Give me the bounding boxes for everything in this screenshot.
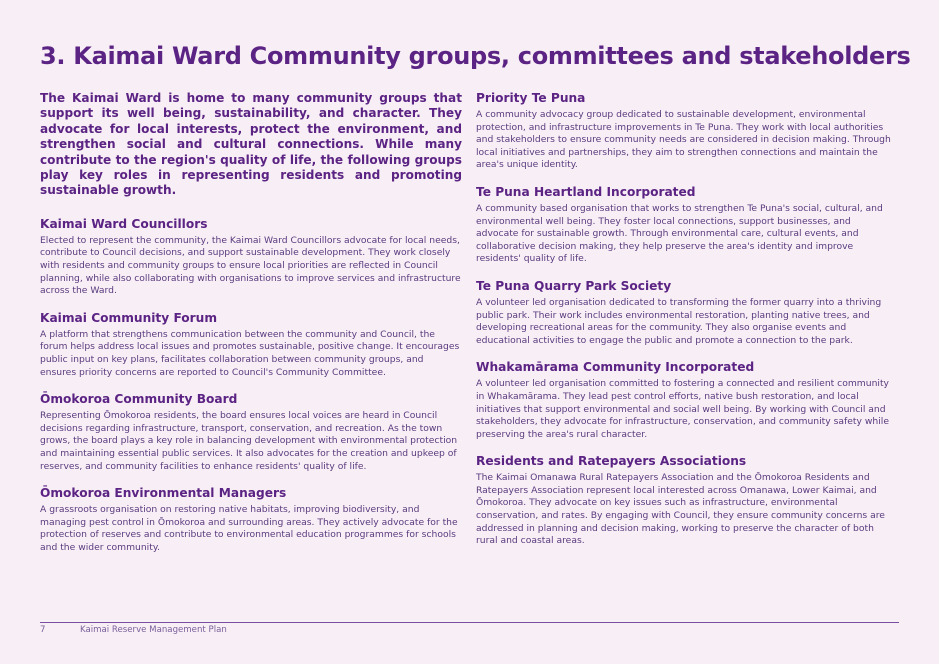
section-body: A volunteer led organisation dedicated to transforming the former quarry into a thriving public park. Their work includes environmental restoration, planting native trees, and developing recreational areas for the community. They also organise events and educational activities to engage the public and promote a connection to the park. [476, 296, 882, 346]
left-column [40, 91, 462, 568]
footer-divider [40, 622, 899, 623]
section-residents-ratepayers [476, 454, 896, 548]
page-title: 3. Kaimai Ward Community groups, committees and stakeholders [40, 42, 911, 70]
section-heading: Ōmokoroa Environmental Managers [40, 486, 287, 501]
section-heading: Kaimai Community Forum [40, 310, 218, 325]
section-heading: Priority Te Puna [476, 91, 586, 105]
section-body: The Kaimai Omanawa Rural Ratepayers Association and the Ōmokoroa Residents and Ratepayers Association represent local interested across Omanawa, Lower Kaimai, and Ōmokoroa. They advocate on key issues such as infrastructure, environmental conservation, and rates. By engaging with Council, they ensure community concerns are addressed in planning and decision making, working to preserve the character of both rural and coastal areas. [476, 472, 885, 547]
section-priority-te-puna [476, 91, 896, 172]
section-body: Representing Ōmokoroa residents, the board ensures local voices are heard in Council decisions regarding infrastructure, transport, conservation, and recreation. As the town grows, the board plays a key role in balancing development with environmental protection and maintaining essential public services. It also advocates for the creation and upkeep of reserves, and community facilities to enhance residents' quality of life. [40, 410, 458, 472]
section-body: A platform that strengthens communication between the community and Council, the forum helps address local issues and promotes sustainable, positive change. It encourages public input on key plans, facilitates collaboration between community groups, and ensures priority concerns are reported to Council's Community Committee. [40, 328, 460, 378]
footer-document-title: Kaimai Reserve Management Plan [80, 625, 227, 635]
section-heading: Residents and Ratepayers Associations [476, 454, 747, 469]
intro-paragraph: The Kaimai Ward is home to many community groups that support its well being, sustainability, and character. They advocate for local interests, protect the environment, and strengthen social and cultural connections. While many contribute to the region's quality of life, the following groups play key roles in representing residents and promoting sustainable growth. [40, 91, 462, 198]
page-number: 7 [40, 625, 46, 635]
section-omokoroa-environmental-managers [40, 486, 462, 554]
section-body: A grassroots organisation on restoring native habitats, improving biodiversity, and managing pest control in Ōmokoroa and surrounding areas. They actively advocate for the protection of reserves and contribute to environmental education programmes for schools and the wider community. [40, 504, 458, 553]
right-column [476, 91, 896, 561]
section-whakamarama-community [476, 360, 896, 441]
section-body: A volunteer led organisation committed to fostering a connected and resilient community in Whakamārama. They lead pest control efforts, native bush restoration, and local initiatives that support environmental and social well being. By working with Council and stakeholders, they advocate for infrastructure, conservation, and community safety while preserving the area's rural character. [476, 378, 889, 440]
section-heading: Te Puna Heartland Incorporated [476, 184, 696, 199]
section-heading: Whakamārama Community Incorporated [476, 360, 755, 375]
section-body: A community advocacy group dedicated to sustainable development, environmental protection, and infrastructure improvements in Te Puna. They work with local authorities and stakeholders to ensure community needs are considered in decision making. Through local initiatives and partnerships, they aim to strengthen connections and maintain the area's unique identity. [476, 109, 891, 171]
section-kaimai-ward-councillors [40, 217, 462, 298]
section-te-puna-quarry-park [476, 279, 896, 347]
section-omokoroa-community-board [40, 392, 462, 473]
section-te-puna-heartland [476, 185, 896, 266]
section-body: Elected to represent the community, the Kaimai Ward Councillors advocate for local needs, contribute to Council decisions, and support sustainable development. They work closely with residents and community groups to ensure local priorities are reflected in Council planning, while also collaborating with organisations to improve services and infrastructure across the Ward. [40, 234, 461, 297]
section-heading: Te Puna Quarry Park Society [476, 278, 672, 293]
section-kaimai-community-forum [40, 311, 462, 379]
section-heading: Kaimai Ward Councillors [40, 216, 208, 231]
section-heading: Ōmokoroa Community Board [40, 392, 238, 407]
section-body: A community based organisation that works to strengthen Te Puna's social, cultural, and environmental well being. They foster local connections, support businesses, and advocate for sustainable growth. Through environmental care, cultural events, and collaborative decision making, they help preserve the area's identity and improve residents' quality of life. [476, 202, 883, 265]
